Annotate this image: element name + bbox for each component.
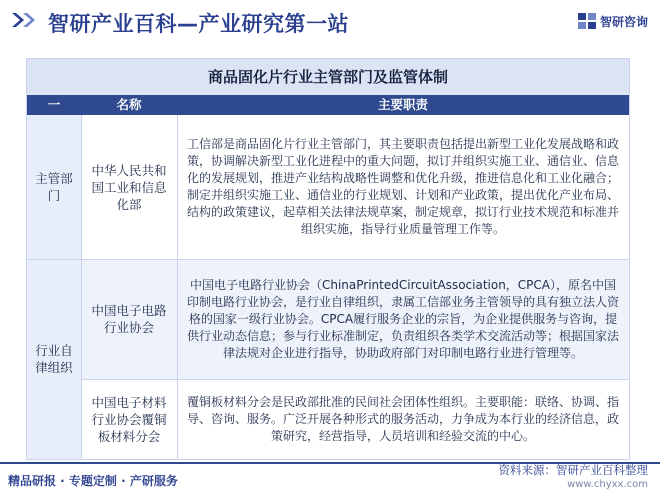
brand-logo[interactable] xyxy=(577,12,648,30)
column-header-duty: 主要职责 xyxy=(177,95,629,115)
logo-text: 智研咨询 xyxy=(599,14,648,29)
zhiyan-logo-icon xyxy=(577,12,597,30)
site-title: 智研产业百科—产业研究第一站 xyxy=(48,12,349,36)
row-name-cell: 中华人民共和国工业和信息化部 xyxy=(81,115,177,259)
column-header-name: 名称 xyxy=(81,95,177,115)
row-name-cell: 中国电子材料行业协会覆铜板材料分会 xyxy=(81,379,177,459)
regulation-table xyxy=(26,58,630,460)
column-divider xyxy=(81,115,82,459)
row-name-cell: 中国电子电路行业协会 xyxy=(81,259,177,379)
row-divider xyxy=(27,259,629,260)
source-note: 资料来源：智研产业百科整理 xyxy=(498,463,648,477)
top-bar xyxy=(0,0,660,44)
table-title: 商品固化片行业主管部门及监管体制 xyxy=(27,59,629,95)
row-divider xyxy=(81,379,629,380)
footer xyxy=(0,462,660,496)
row-duty-cell: 覆铜板材料分会是民政部批准的民间社会团体性组织。主要职能：联络、协调、指导、咨询、服务。广泛开展各种形式的服务活动，力争成为本行业的经济信息，政策研究，经营指导，人员培训和经验交流的中心。 xyxy=(177,379,629,459)
category-cell: 主管部门 xyxy=(27,115,81,259)
footer-slogan: 精品研报 · 专题定制 · 产研服务 xyxy=(8,474,178,488)
website-link[interactable]: www.chyxx.com xyxy=(567,479,648,490)
row-duty-cell: 工信部是商品固化片行业主管部门，其主要职责包括提出新型工业化发展战略和政策，协调解决新型工业化进程中的重大问题，拟订并组织实施工业、通信业、信息化的发展规划，推进产业结构战略性调整和优化升级，推进信息化和工业化融合；制定并组织实施工业、通信业的行业规划、计划和产业政策，提出优化产业布局、结构的政策建议，起草相关法律法规草案，制定规章，拟订行业技术规范和标准并组织实施，指导行业质量管理工作等。 xyxy=(177,115,629,259)
row-duty-cell: 中国电子电路行业协会（ChinaPrintedCircuitAssociation，CPCA），原名中国印制电路行业协会，是行业自律组织，隶属工信部业务主管领导的具有独立法人资格的国家一级行业协会。CPCA履行服务企业的宗旨，为企业提供服务与咨询，提供行业动态信息；参与行业标准制定，负责组织各类学术交流活动等；根据国家法律法规对企业进行指导，协助政府部门对印制电路行业进行管理等。 xyxy=(177,259,629,379)
arrow-mark-icon xyxy=(10,11,40,29)
column-divider xyxy=(177,115,178,459)
column-header-index: 一 xyxy=(27,95,81,115)
category-cell: 行业自律组织 xyxy=(27,259,81,459)
